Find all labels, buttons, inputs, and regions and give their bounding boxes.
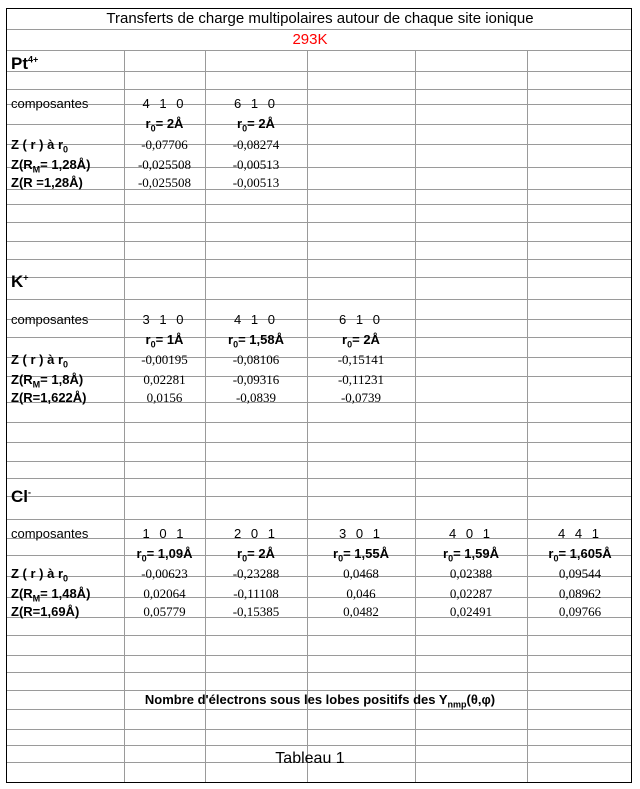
data-value: 0,02491 [449, 604, 493, 619]
row-label: Z(R=1,622Å) [11, 390, 87, 405]
table-caption [205, 750, 415, 768]
ion-charge: + [23, 272, 29, 283]
grid-row-line [7, 259, 631, 260]
grid-row-line [7, 461, 631, 462]
row-label: $Z(R_M=$ 1,48Å) [11, 586, 91, 604]
component-header: 6 1 0 [234, 96, 278, 111]
composantes-label: composantes [11, 312, 89, 327]
data-value: 0,09766 [558, 604, 602, 619]
row-label: Z ( r ) à $r_0$ [11, 352, 69, 370]
data-value: -0,11108 [233, 586, 279, 601]
grid-column-line [307, 50, 308, 783]
grid-row-line [7, 241, 631, 242]
r0-value: $r_0=$ 1,605Å [548, 546, 612, 564]
row-label: $Z(R_M=$ 1,8Å) [11, 372, 84, 390]
data-value: -0,00195 [141, 352, 188, 367]
ion-symbol: Cl [11, 487, 28, 506]
grid-row-line [7, 89, 631, 90]
temperature-label [205, 31, 415, 49]
r0-value: $r_0=$ 1,59Å [443, 546, 499, 564]
grid-row-line [7, 204, 631, 205]
grid-row-line [7, 655, 631, 656]
ion-charge: - [28, 487, 31, 498]
ion-charge: 4+ [28, 54, 39, 65]
data-value: -0,0839 [235, 390, 277, 405]
grid-row-line [7, 519, 631, 520]
grid-row-line [7, 442, 631, 443]
page-title [7, 10, 632, 28]
data-value: -0,15385 [232, 604, 280, 619]
title-text: Transferts de charge multipolaires autour de chaque site ionique [106, 10, 534, 27]
grid-row-line [7, 635, 631, 636]
caption-text: Tableau 1 [275, 750, 345, 767]
r0-value: $r_0=$ 1,55Å [333, 546, 389, 564]
grid-row-line [7, 50, 631, 51]
component-header: 1 0 1 [142, 526, 187, 541]
data-value: -0,025508 [137, 175, 192, 190]
r0-value: $r_0=$ 1,09Å [136, 546, 193, 564]
data-value: 0,02287 [449, 586, 493, 601]
data-value: 0,02281 [143, 372, 186, 387]
composantes-label: composantes [11, 96, 89, 111]
data-value: -0,00513 [232, 157, 280, 172]
grid-row-line [7, 29, 631, 30]
grid-row-line [7, 729, 631, 730]
data-value: 0,08962 [558, 586, 602, 601]
data-value: -0,025508 [137, 157, 192, 172]
row-label: Z ( r ) à $r_0$ [11, 566, 69, 584]
component-header: 3 1 0 [142, 312, 187, 327]
ion-heading-k [7, 271, 128, 293]
data-value: 0,046 [346, 586, 376, 601]
r0-value: $r_0=$ 2Å [342, 332, 380, 350]
row-label: Z ( r ) à $r_0$ [11, 137, 69, 155]
data-value: 0,02064 [143, 586, 186, 601]
data-value: -0,08106 [232, 352, 280, 367]
grid-column-line [415, 50, 416, 783]
r0-value: $r_0=$ 2Å [237, 546, 275, 564]
component-header: 4 1 0 [234, 312, 278, 327]
data-value: 0,05779 [143, 604, 186, 619]
grid-row-line [7, 709, 631, 710]
r0-value: $r_0=$ 1Å [145, 332, 184, 350]
component-header: 4 1 0 [142, 96, 187, 111]
component-header: 6 1 0 [339, 312, 383, 327]
data-value: 0,0156 [146, 390, 183, 405]
component-header: 4 0 1 [449, 526, 493, 541]
data-value: -0,09316 [232, 372, 280, 387]
composantes-label: composantes [11, 526, 89, 541]
r0-value: $r_0=$ 2Å [145, 116, 184, 134]
data-value: -0,11231 [337, 372, 385, 387]
data-value: -0,0739 [340, 390, 382, 405]
grid-row-line [7, 299, 631, 300]
data-value: -0,07706 [141, 137, 188, 152]
row-label: $Z(R_M=$ 1,28Å) [11, 157, 91, 175]
ion-heading-pt [7, 53, 128, 75]
grid-row-line [7, 672, 631, 673]
data-value: -0,15141 [337, 352, 385, 367]
r0-value: $r_0=$ 2Å [237, 116, 275, 134]
grid-row-line [7, 745, 631, 746]
data-value: 0,0468 [343, 566, 379, 581]
grid-row-line [7, 222, 631, 223]
data-value: -0,00623 [141, 566, 188, 581]
spreadsheet-table [6, 8, 632, 783]
component-header: 4 4 1 [558, 526, 602, 541]
row-label: Z(R=1,69Å) [11, 604, 80, 619]
ion-symbol: Pt [11, 54, 28, 73]
grid-column-line [527, 50, 528, 783]
data-value: -0,00513 [232, 175, 280, 190]
ion-symbol: K [11, 272, 24, 291]
row-label: Z(R =1,28Å) [11, 175, 83, 190]
ion-heading-cl [7, 486, 128, 508]
temperature-text: 293K [292, 31, 328, 48]
data-value: 0,09544 [558, 566, 602, 581]
grid-row-line [7, 124, 631, 125]
grid-row-line [7, 478, 631, 479]
grid-row-line [7, 422, 631, 423]
data-value: 0,02388 [449, 566, 493, 581]
r0-value: $r_0=$ 1,58Å [228, 332, 284, 350]
data-value: -0,23288 [232, 566, 280, 581]
footer-note: Nombre d'électrons sous les lobes positifs des $Y_{nmp}(\theta,\varphi)$ [144, 692, 496, 710]
data-value: 0,0482 [343, 604, 379, 619]
data-value: -0,08274 [232, 137, 280, 152]
component-header: 2 0 1 [234, 526, 278, 541]
component-header: 3 0 1 [339, 526, 383, 541]
